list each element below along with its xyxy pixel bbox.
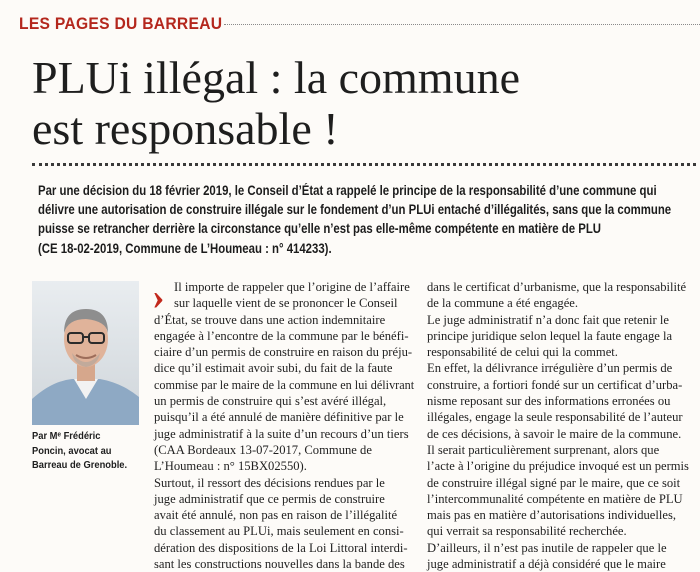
body-line: principe juridique selon lequel la faute engage la xyxy=(427,328,673,343)
body-line: de construire illégal signé par le maire, que ce soit xyxy=(427,475,681,490)
body-line: L’Houmeau : n° 15BX02550). xyxy=(154,459,307,474)
body-line: un permis de construire qui s’est avéré illégal, xyxy=(154,394,387,409)
headline-line-2: est responsable ! xyxy=(32,103,339,154)
body-line: ciaire d’un permis de construire en raison du préju- xyxy=(154,345,413,360)
section-label: LES PAGES DU BARREAU xyxy=(19,14,223,33)
body-line: puisqu’il a été annulé de manière définitive par le xyxy=(154,410,404,425)
body-line: juge administratif a déjà considéré que le maire xyxy=(427,557,666,572)
body-line: juge administratif à la suite d’un recours d’un tiers xyxy=(154,426,409,441)
body-line: Surtout, il ressort des décisions rendues par le xyxy=(154,475,385,490)
body-line: Il importe de rappeler que l’origine de l’affaire xyxy=(174,280,410,294)
lead-line: puisse se retrancher derrière la circonstance qu’elle n’est pas elle-même compétente en matière de PLU xyxy=(38,221,602,237)
body-line: Il serait particulièrement surprenant, alors que xyxy=(427,442,660,457)
body-line: illégales, engage la seule responsabilité de l’auteur xyxy=(427,410,683,425)
body-line: l’intercommunalité compétente en matière de PLU xyxy=(427,491,683,506)
headline-line-1: PLUi illégal : la commune xyxy=(32,52,521,103)
body-line: D’ailleurs, il n’est pas inutile de rappeler que le xyxy=(427,540,667,555)
body-line: sant les constructions nouvelles dans la bande des xyxy=(154,557,405,572)
body-column-right xyxy=(427,279,689,572)
body-line: de la commune a été engagée. xyxy=(427,296,579,311)
body-line: commise par le maire de la commune en lui délivrant xyxy=(154,377,415,392)
body-line: sur laquelle vient de se prononcer le Conseil xyxy=(174,296,398,311)
headline-dotted-rule xyxy=(32,163,696,166)
caption-line: Poncin, avocat au xyxy=(32,445,112,457)
quote-chevron-icon: › xyxy=(152,276,165,318)
photo-caption xyxy=(32,430,152,474)
body-line: Le juge administratif n’a donc fait que retenir le xyxy=(427,312,669,327)
body-line: construire, a fortiori fondé sur un certificat d’urba- xyxy=(427,377,683,392)
body-line: responsabilité de celui qui la commet. xyxy=(427,345,618,360)
body-line: En effet, la délivrance irrégulière d’un permis de xyxy=(427,361,673,376)
author-portrait-illustration xyxy=(32,281,139,425)
body-line: avait été annulé, non pas en raison de l’illégalité xyxy=(154,508,398,523)
body-line: d’État, se trouve dans une action indemnitaire xyxy=(154,312,386,327)
lead-line: Par une décision du 18 février 2019, le Conseil d’État a rappelé le principe de la responsabilité d’une commune qui xyxy=(38,183,657,198)
body-line: de ces décisions, à savoir le maire de la commune. xyxy=(427,426,682,441)
body-line: nisme reposant sur des informations erronées ou xyxy=(427,394,671,409)
body-line: engagée à l’encontre de la commune par le bénéfi- xyxy=(154,328,409,343)
author-photo xyxy=(32,281,139,425)
caption-line: Barreau de Grenoble. xyxy=(32,460,128,471)
body-line: du classement au PLUi, mais seulement en consi- xyxy=(154,524,404,539)
lead-line: délivre une autorisation de construire illégale sur le fondement d’un PLUi entaché d’illégalités, sans que la commune xyxy=(38,202,672,218)
body-line: l’acte à l’origine du préjudice invoqué est un permis xyxy=(427,459,689,474)
body-line: juge administratif que ce permis de construire xyxy=(154,491,385,506)
body-line: dération des dispositions de la Loi Littoral interdi- xyxy=(154,540,408,555)
body-line: qui verrait sa responsabilité recherchée. xyxy=(427,524,627,539)
body-line: dice qu’il estimait avoir subi, du fait de la faute xyxy=(154,361,393,376)
caption-line: Par Mᵉ Frédéric xyxy=(32,431,101,442)
headline xyxy=(32,52,692,154)
lead-line: (CE 18-02-2019, Commune de L’Houmeau : n° 414233). xyxy=(38,240,332,256)
body-line: dans le certificat d’urbanisme, que la responsabilité xyxy=(427,280,687,294)
lead-paragraph xyxy=(38,181,698,258)
section-dotted-rule xyxy=(224,24,700,25)
body-line: (CAA Bordeaux 13-07-2017, Commune de xyxy=(154,442,372,457)
body-line: mais pas en matière d’autorisations individuelles, xyxy=(427,508,677,523)
body-column-left xyxy=(152,276,415,572)
